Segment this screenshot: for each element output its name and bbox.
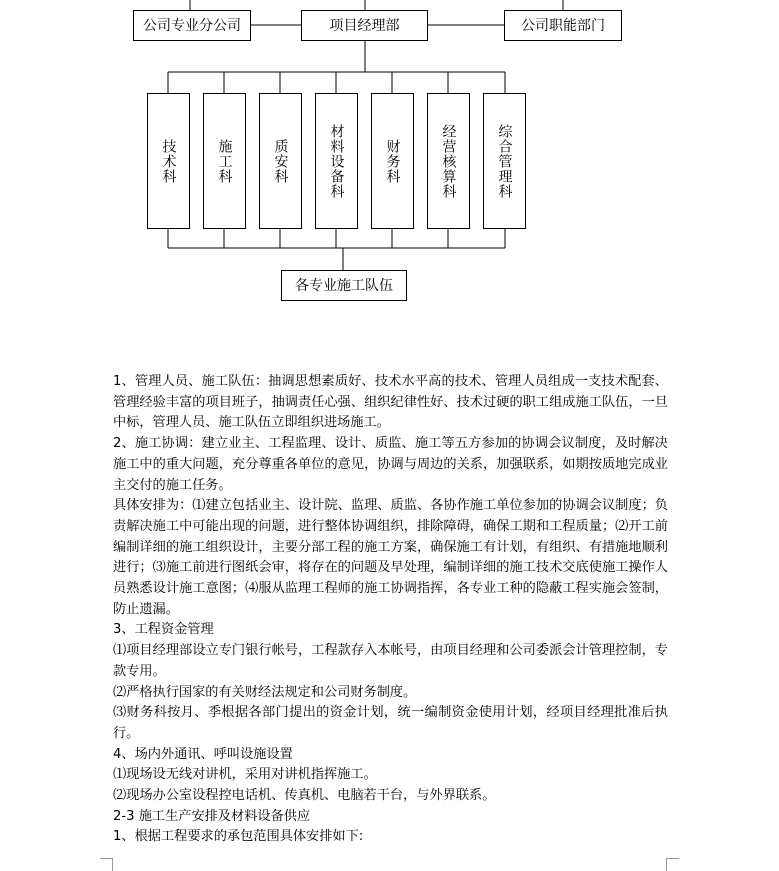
paragraph-12: 1、根据工程要求的承包范围具体安排如下: [113, 829, 364, 845]
dept-box-construction [203, 93, 246, 229]
dept-box-accounting [427, 93, 470, 229]
construction-teams-box [281, 270, 407, 301]
dept-label-materials: 材料设备科 [328, 123, 345, 199]
dept-label-technical: 技术科 [160, 138, 177, 184]
paragraph-1: 1、管理人员、施工队伍：抽调思想素质好、技术水平高的技术、管理人员组成一支技术配套、管理经验丰富的项目班子，抽调责任心强、组织纪律性好、技术过硬的职工组成施工队伍，一旦中标，管理人员、施工队伍立即组织进场施工。 [113, 374, 668, 431]
paragraph-4: 3、工程资金管理 [113, 622, 214, 638]
document-body [113, 372, 668, 848]
functional-department-label: 公司职能部门 [521, 17, 605, 34]
dept-label-finance: 财务科 [384, 138, 401, 184]
paragraph-3: 具体安排为：⑴建立包括业主、设计院、监理、质监、各协作施工单位参加的协调会议制度；负责解决施工中可能出现的问题，进行整体协调组织，排除障碍，确保工期和工程质量；⑵开工前编制详细的施工组织设计，主要分部工程的施工方案，确保施工有计划，有组织、有措施地顺利进行；⑶施工前进行图纸会审，将存在的问题及早处理，编制详细的施工技术交底使施工操作人员熟悉设计施工意图；⑷服从监理工程师的施工协调指挥，各专业工种的隐蔽工程实施会签制，防止遗漏。 [113, 498, 668, 617]
construction-teams-label: 各专业施工队伍 [295, 277, 393, 294]
dept-box-materials [315, 93, 358, 229]
paragraph-9: ⑴现场设无线对讲机，采用对讲机指挥施工。 [113, 767, 377, 783]
paragraph-6: ⑵严格执行国家的有关财经法规定和公司财务制度。 [113, 684, 417, 700]
dept-label-quality-safety: 质安科 [272, 138, 289, 184]
dept-box-admin [483, 93, 526, 229]
paragraph-8: 4、场内外通讯、呼叫设施设置 [113, 746, 293, 762]
paragraph-10: ⑵现场办公室设程控电话机、传真机、电脑若干台，与外界联系。 [113, 788, 496, 804]
page-corner-mark-left [100, 858, 113, 871]
branch-company-label: 公司专业分公司 [143, 17, 241, 34]
project-department-box [301, 10, 428, 41]
branch-company-box [133, 10, 251, 41]
dept-label-accounting: 经营核算科 [440, 123, 457, 199]
dept-box-quality-safety [259, 93, 302, 229]
dept-label-admin: 综合管理科 [496, 123, 513, 199]
paragraph-11: 2-3 施工生产安排及材料设备供应 [113, 808, 311, 824]
project-department-label: 项目经理部 [329, 17, 400, 34]
paragraph-5: ⑴项目经理部设立专门银行帐号，工程款存入本帐号，由项目经理和公司委派会计管理控制，专款专用。 [113, 643, 668, 679]
paragraph-7: ⑶财务科按月、季根据各部门提出的资金计划，统一编制资金使用计划，经项目经理批准后执行。 [113, 705, 668, 741]
functional-department-box [504, 10, 622, 41]
dept-box-finance [371, 93, 414, 229]
paragraph-2: 2、施工协调：建立业主、工程监理、设计、质监、施工等五方参加的协调会议制度，及时解决施工中的重大问题，充分尊重各单位的意见，协调与周边的关系，加强联系，如期按质地完成业主交付的施工任务。 [113, 436, 668, 493]
dept-label-construction: 施工科 [216, 138, 233, 184]
page-corner-mark-right [666, 858, 679, 871]
dept-box-technical [147, 93, 190, 229]
